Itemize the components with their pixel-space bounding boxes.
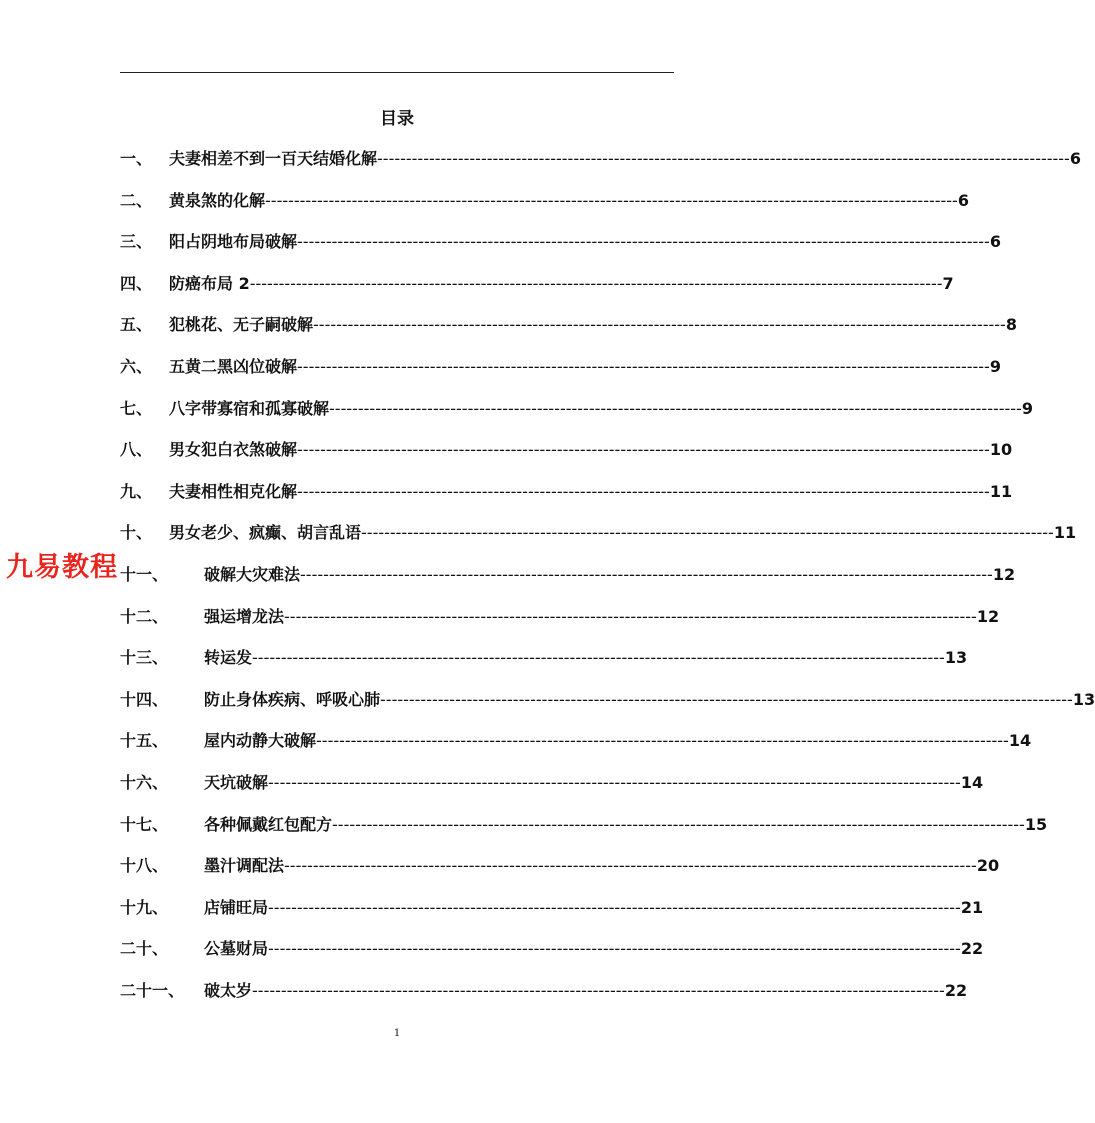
toc-entry-number: 十六、	[120, 773, 169, 792]
toc-leader-dashes: ------------------------------------------------------------------------------------------------------------------------	[297, 482, 990, 501]
toc-entry-page: 12	[976, 607, 1000, 626]
toc-entry-page: 7	[942, 274, 954, 293]
toc-title: 目录	[380, 109, 414, 129]
toc-entry-number: 二、	[120, 191, 153, 210]
toc-entry-title: 五黄二黑凶位破解	[169, 357, 298, 376]
toc-entry-title: 防止身体疾病、呼吸心肺	[204, 690, 381, 709]
toc-leader-dashes: ------------------------------------------------------------------------------------------------------------------------	[252, 981, 945, 1000]
toc-entry[interactable]	[120, 355, 1001, 379]
toc-leader-dashes: ------------------------------------------------------------------------------------------------------------------------	[252, 648, 945, 667]
toc-entry-number: 八、	[120, 440, 153, 459]
toc-entry-title: 黄泉煞的化解	[169, 191, 266, 210]
toc-entry-title: 公墓财局	[204, 939, 269, 958]
toc-entry[interactable]	[120, 771, 984, 795]
toc-entry-page: 22	[944, 981, 968, 1000]
toc-entry-page: 11	[989, 482, 1013, 501]
toc-entry-page: 6	[957, 191, 969, 210]
toc-entry-number: 三、	[120, 232, 153, 251]
toc-entry-page: 14	[960, 773, 984, 792]
toc-entry[interactable]	[120, 605, 1000, 629]
toc-entry-page: 6	[1069, 149, 1081, 168]
toc-entry-number: 六、	[120, 357, 153, 376]
toc-entry-page: 12	[992, 565, 1016, 584]
toc-entry-number: 七、	[120, 399, 153, 418]
toc-leader-dashes: ------------------------------------------------------------------------------------------------------------------------	[332, 815, 1025, 834]
toc-entry[interactable]	[120, 688, 1095, 712]
toc-entry-number: 五、	[120, 315, 153, 334]
toc-entry-title: 防癌布局 2	[169, 274, 250, 293]
toc-entry-title: 强运增龙法	[204, 607, 285, 626]
toc-entry-number: 十四、	[120, 690, 169, 709]
toc-entry[interactable]	[120, 480, 1013, 504]
toc-entry-number: 一、	[120, 149, 153, 168]
page-number: 1	[393, 1028, 401, 1039]
toc-entry[interactable]	[120, 313, 1017, 337]
toc-entry-title: 夫妻相差不到一百天结婚化解	[169, 149, 378, 168]
toc-leader-dashes: ------------------------------------------------------------------------------------------------------------------------	[297, 440, 990, 459]
toc-entry[interactable]	[120, 189, 969, 213]
toc-entry[interactable]	[120, 729, 1032, 753]
toc-entry-page: 13	[944, 648, 968, 667]
toc-entry-title: 男女犯白衣煞破解	[169, 440, 298, 459]
toc-entry-page: 8	[1005, 315, 1017, 334]
toc-entry-title: 八字带寡宿和孤寡破解	[169, 399, 330, 418]
toc-leader-dashes: ------------------------------------------------------------------------------------------------------------------------	[313, 315, 1006, 334]
toc-leader-dashes: ------------------------------------------------------------------------------------------------------------------------	[361, 523, 1054, 542]
toc-entry-page: 20	[976, 856, 1000, 875]
toc-entry-number: 十五、	[120, 731, 169, 750]
toc-entry-number: 十、	[120, 523, 153, 542]
toc-entry-title: 夫妻相性相克化解	[169, 482, 298, 501]
toc-entry-page: 22	[960, 939, 984, 958]
toc-entry-page: 21	[960, 898, 984, 917]
toc-leader-dashes: ------------------------------------------------------------------------------------------------------------------------	[268, 898, 961, 917]
toc-entry[interactable]	[120, 397, 1033, 421]
toc-entry-title: 阳占阴地布局破解	[169, 232, 298, 251]
toc-entry[interactable]	[120, 937, 984, 961]
toc-entry-number: 十七、	[120, 815, 169, 834]
toc-entry-number: 十一、	[120, 565, 169, 584]
toc-entry-number: 十二、	[120, 607, 169, 626]
toc-leader-dashes: ------------------------------------------------------------------------------------------------------------------------	[284, 856, 977, 875]
toc-leader-dashes: ------------------------------------------------------------------------------------------------------------------------	[316, 731, 1009, 750]
toc-leader-dashes: ------------------------------------------------------------------------------------------------------------------------	[377, 149, 1070, 168]
toc-entry-number: 十九、	[120, 898, 169, 917]
toc-leader-dashes: ------------------------------------------------------------------------------------------------------------------------	[380, 690, 1073, 709]
toc-entry-title: 转运发	[204, 648, 253, 667]
toc-entry-number: 十八、	[120, 856, 169, 875]
toc-entry-title: 屋内动静大破解	[204, 731, 317, 750]
toc-entry-title: 各种佩戴红包配方	[204, 815, 333, 834]
toc-entry-page: 11	[1053, 523, 1077, 542]
toc-entry[interactable]	[120, 813, 1048, 837]
toc-leader-dashes: ------------------------------------------------------------------------------------------------------------------------	[265, 191, 958, 210]
toc-entry-number: 四、	[120, 274, 153, 293]
toc-entry-number: 十三、	[120, 648, 169, 667]
toc-entry-page: 9	[989, 357, 1001, 376]
toc-entry-title: 天坑破解	[204, 773, 269, 792]
toc-entry-number: 二十一、	[120, 981, 185, 1000]
toc-leader-dashes: ------------------------------------------------------------------------------------------------------------------------	[297, 357, 990, 376]
toc-entry-number: 九、	[120, 482, 153, 501]
watermark: 九易教程	[6, 545, 118, 584]
toc-leader-dashes: ------------------------------------------------------------------------------------------------------------------------	[300, 565, 993, 584]
toc-leader-dashes: ------------------------------------------------------------------------------------------------------------------------	[329, 399, 1022, 418]
toc-entry[interactable]	[120, 438, 1013, 462]
toc-leader-dashes: ------------------------------------------------------------------------------------------------------------------------	[249, 274, 943, 293]
toc-entry[interactable]	[120, 563, 1016, 587]
toc-entry-page: 15	[1024, 815, 1048, 834]
toc-entry[interactable]	[120, 272, 954, 296]
toc-entry-page: 13	[1072, 690, 1095, 709]
toc-entry[interactable]	[120, 230, 1001, 254]
toc-entry-title: 店铺旺局	[204, 898, 269, 917]
toc-entry[interactable]	[120, 979, 968, 1003]
toc-leader-dashes: ------------------------------------------------------------------------------------------------------------------------	[268, 939, 961, 958]
toc-entry-page: 14	[1008, 731, 1032, 750]
toc-entry[interactable]	[120, 147, 1081, 171]
toc-leader-dashes: ------------------------------------------------------------------------------------------------------------------------	[297, 232, 990, 251]
toc-entry[interactable]	[120, 521, 1077, 545]
toc-entry-title: 男女老少、疯癫、胡言乱语	[169, 523, 362, 542]
toc-entry-page: 10	[989, 440, 1013, 459]
toc-entry[interactable]	[120, 854, 1000, 878]
toc-entry-title: 破解大灾难法	[204, 565, 301, 584]
toc-entry[interactable]	[120, 896, 984, 920]
toc-entry-title: 破太岁	[204, 981, 253, 1000]
toc-entry-title: 墨汁调配法	[204, 856, 285, 875]
toc-leader-dashes: ------------------------------------------------------------------------------------------------------------------------	[268, 773, 961, 792]
toc-entry[interactable]	[120, 646, 968, 670]
toc-entry-page: 6	[989, 232, 1001, 251]
toc-entry-title: 犯桃花、无子嗣破解	[169, 315, 314, 334]
toc-leader-dashes: ------------------------------------------------------------------------------------------------------------------------	[284, 607, 977, 626]
toc-entry-number: 二十、	[120, 939, 169, 958]
toc-entry-page: 9	[1021, 399, 1033, 418]
